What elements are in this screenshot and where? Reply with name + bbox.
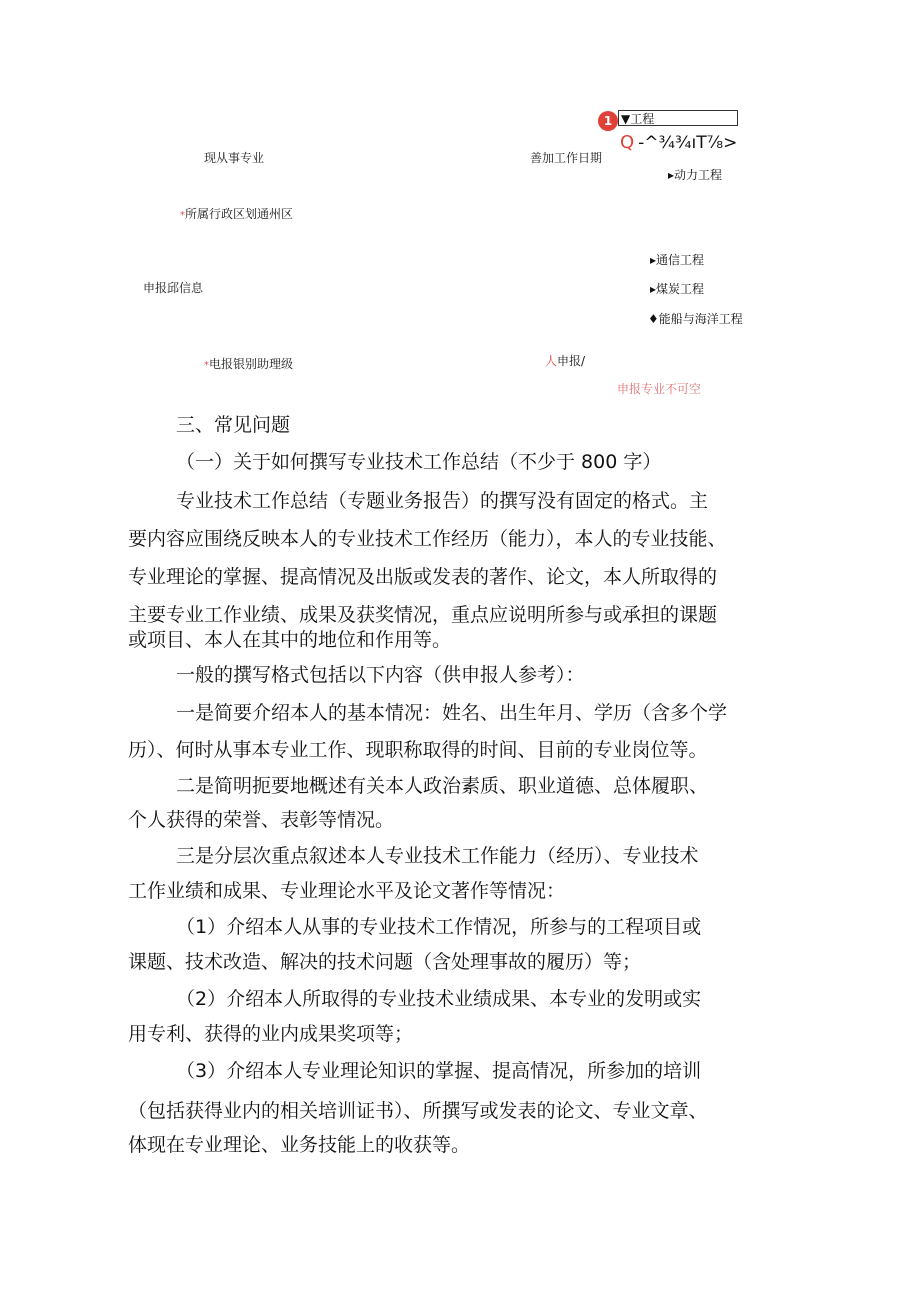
required-mark: * bbox=[180, 210, 185, 221]
option-ship-ocean-engineering[interactable]: ♦能船与海洋工程 bbox=[648, 312, 743, 326]
major-search-input[interactable] bbox=[620, 132, 737, 153]
region-text: 所属行政区划通州区 bbox=[185, 207, 294, 221]
paragraph-line: （3）介绍本人专业理论知识的掌握、提高情况，所参加的培训 bbox=[176, 1060, 702, 1082]
major-required-error: 申报专业不可空 bbox=[617, 382, 702, 396]
current-major-label: 现从事专业 bbox=[204, 151, 265, 165]
applicant-info-label: 申报邱信息 bbox=[143, 281, 204, 295]
paragraph-line: 二是简明扼要地概述有关本人政治素质、职业道德、总体履职、 bbox=[176, 775, 709, 797]
paragraph-line: 用专利、获得的业内成果奖项等； bbox=[128, 1023, 414, 1045]
major-dropdown[interactable]: ▼工程 bbox=[618, 110, 738, 126]
section-title: 三、常见问题 bbox=[176, 414, 291, 436]
paragraph-line: （包括获得业内的相关培训证书）、所撰写或发表的论文、专业文章、 bbox=[128, 1100, 708, 1122]
apply-level-label bbox=[204, 355, 293, 372]
apply-person-text: 申报/ bbox=[557, 354, 586, 368]
paragraph-line: 体现在专业理论、业务技能上的收获等。 bbox=[128, 1134, 471, 1156]
apply-person-label bbox=[545, 352, 585, 369]
option-communication-engineering[interactable]: ▸通信工程 bbox=[650, 253, 705, 267]
paragraph-line: 一般的撰写格式包括以下内容（供申报人参考）： bbox=[176, 664, 585, 686]
paragraph-line: （2）介绍本人所取得的专业技术业绩成果、本专业的发明或实 bbox=[176, 988, 702, 1010]
region-label bbox=[180, 205, 293, 222]
paragraph-line: 工作业绩和成果、专业理论水平及论文著作等情况： bbox=[128, 880, 566, 902]
apply-person-mark: 人 bbox=[545, 354, 558, 368]
paragraph-line: 个人获得的荣誉、表彰等情况。 bbox=[128, 809, 395, 831]
step-badge: 1 bbox=[598, 111, 618, 131]
paragraph-line: 专业技术工作总结（专题业务报告）的撰写没有固定的格式。主 bbox=[176, 490, 709, 512]
join-work-date-label: 善加工作日期 bbox=[530, 151, 603, 165]
option-coal-engineering[interactable]: ▸煤炭工程 bbox=[650, 282, 705, 296]
paragraph-line: 或项目、本人在其中的地位和作用等。 bbox=[128, 629, 452, 651]
paragraph-line: 要内容应围绕反映本人的专业技术工作经历（能力），本人的专业技能、 bbox=[128, 528, 727, 550]
search-icon: Q bbox=[620, 132, 635, 153]
paragraph-line: 课题、技术改造、解决的技术问题（含处理事故的履历）等； bbox=[128, 951, 642, 973]
paragraph-line: （1）介绍本人从事的专业技术工作情况，所参与的工程项目或 bbox=[176, 916, 702, 938]
subsection-title: （一）关于如何撰写专业技术工作总结（不少于 800 字） bbox=[176, 451, 662, 473]
required-mark: * bbox=[204, 360, 209, 371]
search-text: -^¾¾ıT⅞> bbox=[638, 133, 738, 153]
apply-level-text: 电报银别助理级 bbox=[209, 357, 294, 371]
paragraph-line: 一是简要介绍本人的基本情况：姓名、出生年月、学历（含多个学 bbox=[176, 702, 728, 724]
paragraph-line: 主要专业工作业绩、成果及获奖情况，重点应说明所参与或承担的课题 bbox=[128, 604, 718, 626]
option-power-engineering[interactable]: ▸动力工程 bbox=[668, 168, 723, 182]
paragraph-line: 专业理论的掌握、提高情况及出版或发表的著作、论文，本人所取得的 bbox=[128, 566, 718, 588]
paragraph-line: 历）、何时从事本专业工作、现职称取得的时间、目前的专业岗位等。 bbox=[128, 739, 708, 761]
paragraph-line: 三是分层次重点叙述本人专业技术工作能力（经历）、专业技术 bbox=[176, 845, 699, 867]
